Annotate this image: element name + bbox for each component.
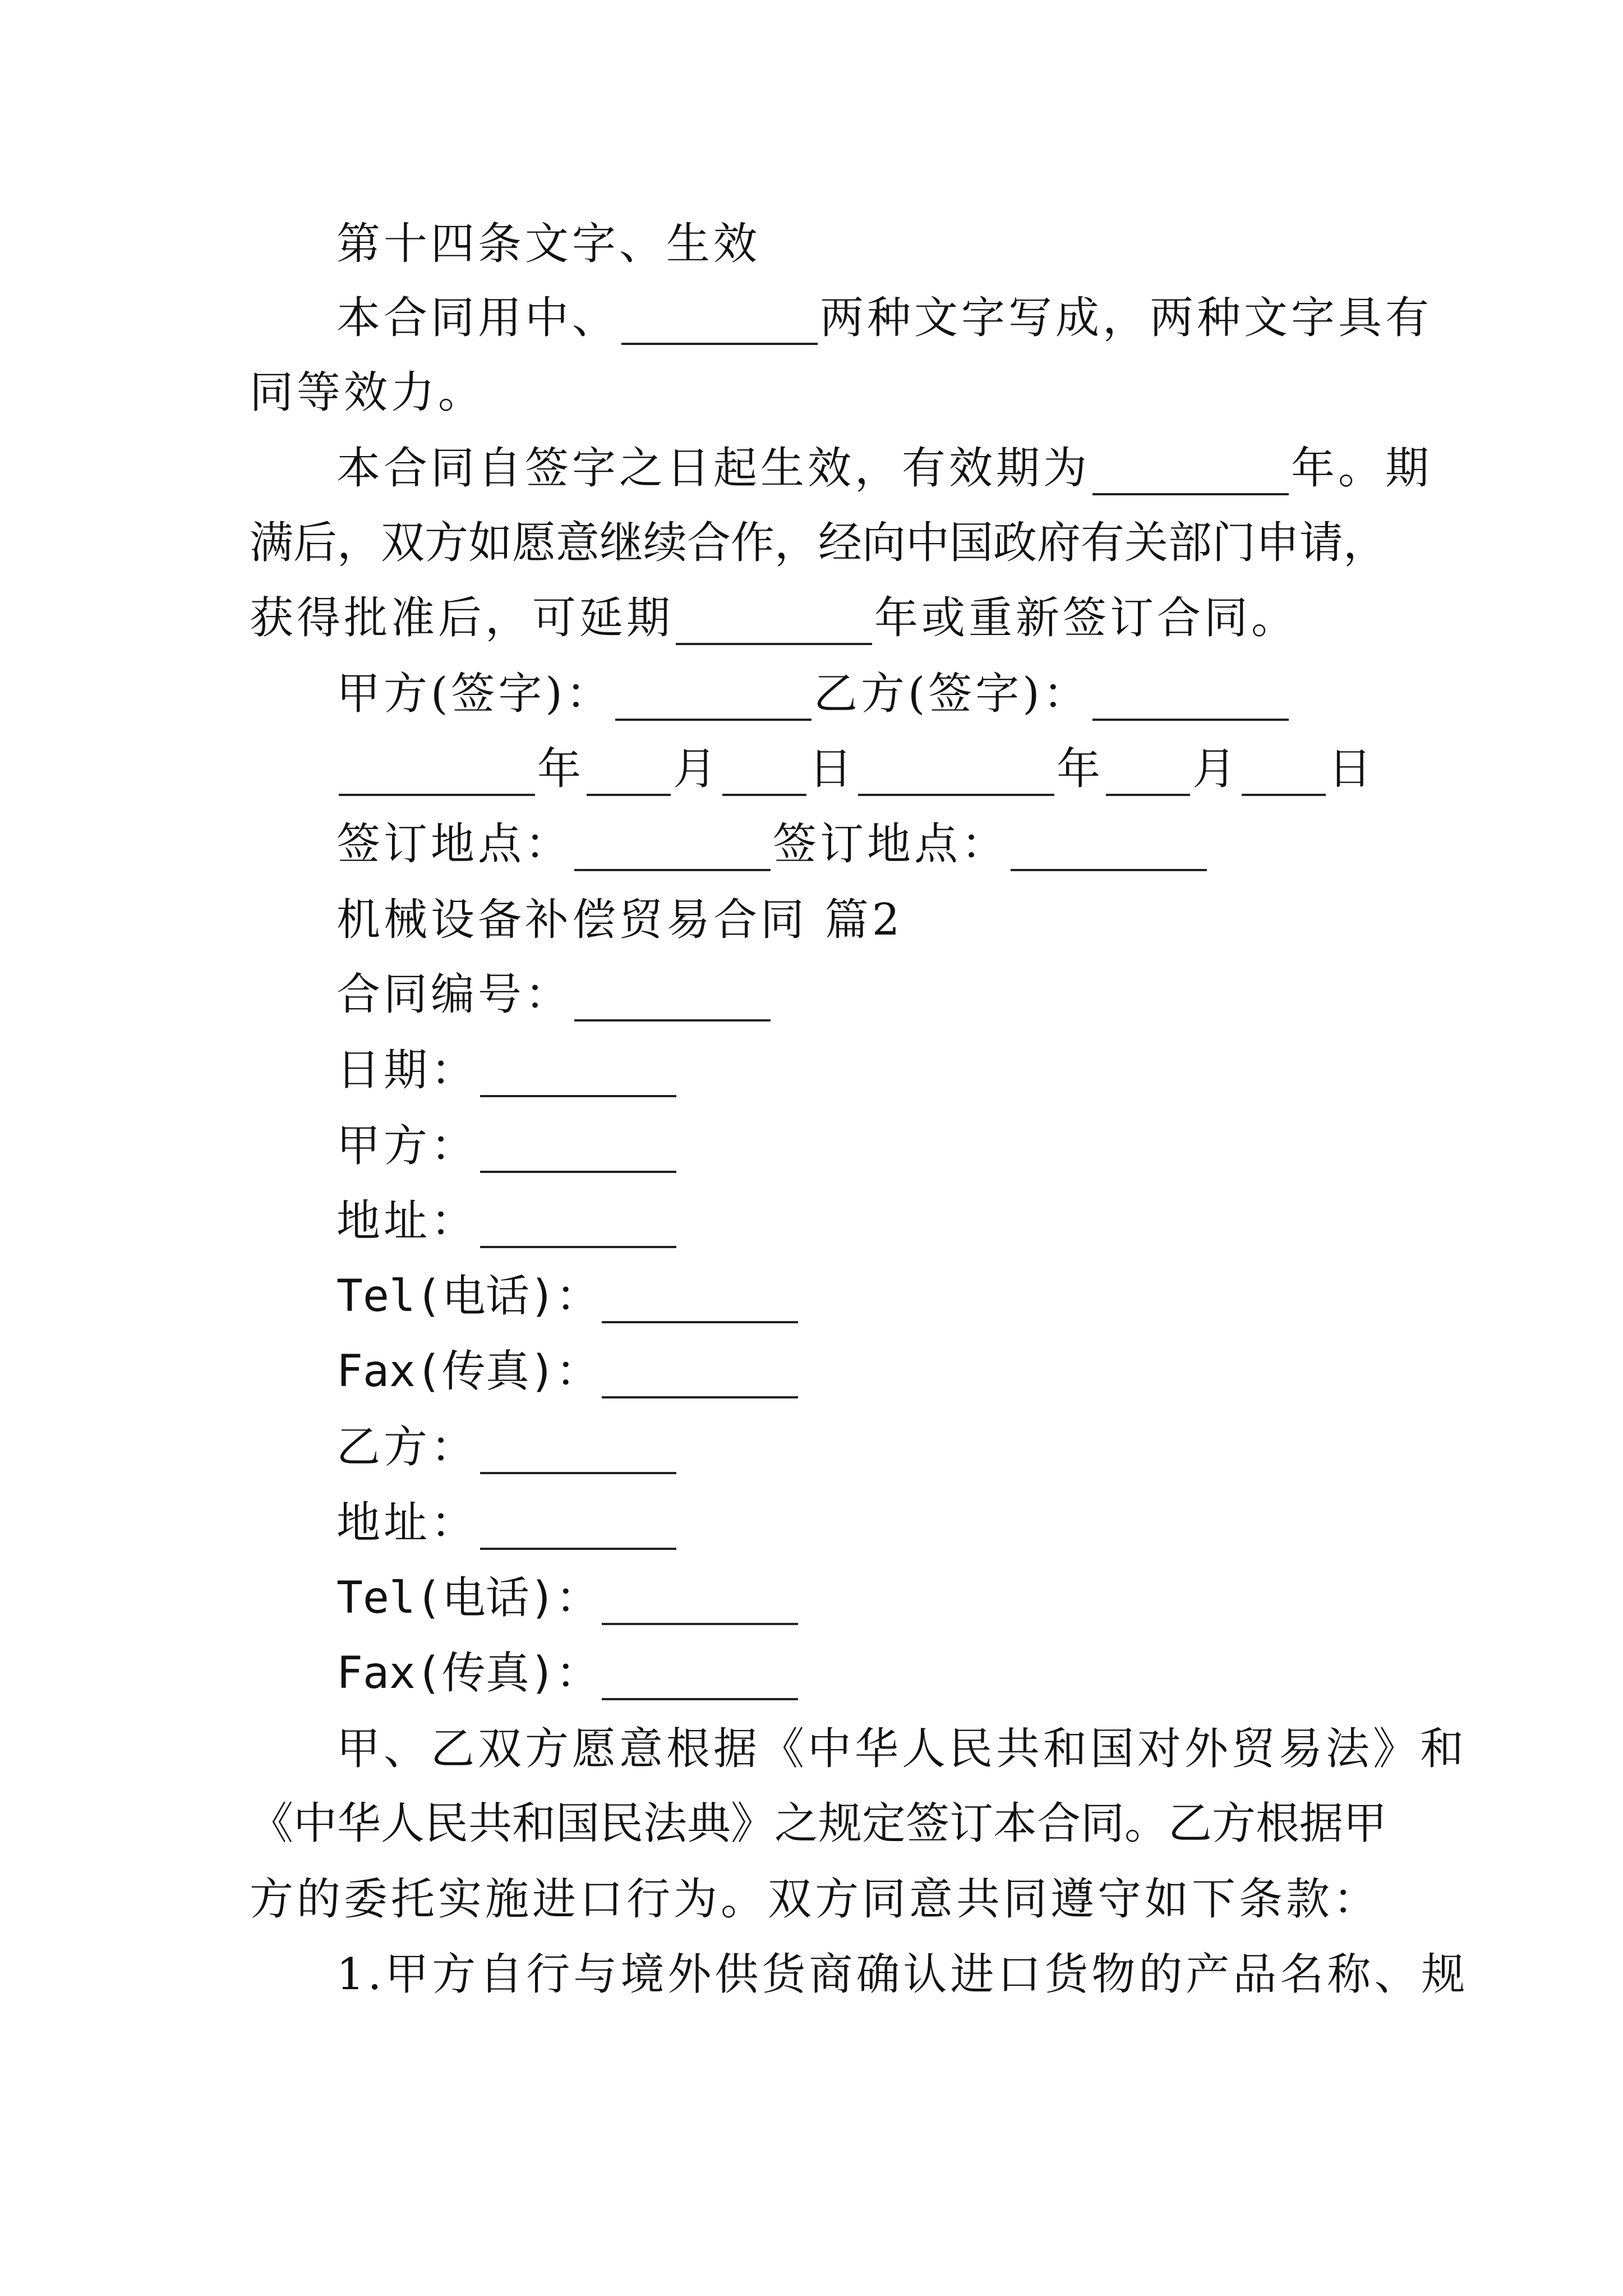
party-a-tel-field: Tel(电话)： bbox=[336, 1266, 800, 1327]
year-blank bbox=[339, 794, 535, 796]
paragraph-validity-line1: 本合同自签字之日起生效，有效期为 年。期 bbox=[336, 438, 1432, 499]
field-blank bbox=[480, 1095, 676, 1097]
place-blank bbox=[1011, 869, 1207, 871]
party-b-address-field: 地址： bbox=[336, 1492, 679, 1554]
party-a-address-field: 地址： bbox=[336, 1190, 679, 1252]
intro-paragraph-line1: 甲、乙双方愿意根据《中华人民共和国对外贸易法》和 bbox=[336, 1724, 1468, 1774]
month-blank bbox=[587, 794, 671, 796]
section-heading: 第十四条文字、生效 bbox=[336, 219, 761, 269]
party-b-fax-field: Fax(传真)： bbox=[336, 1642, 800, 1704]
date-field: 日期： bbox=[336, 1039, 679, 1101]
party-b-signature-blank bbox=[1092, 719, 1289, 721]
paragraph-validity-line2: 满后，双方如愿意继续合作，经向中国政府有关部门申请， bbox=[250, 518, 1387, 568]
clause-1: 1.甲方自行与境外供货商确认进口货物的产品名称、规 bbox=[336, 1949, 1469, 2000]
party-b-field: 乙方： bbox=[336, 1416, 679, 1478]
field-blank bbox=[602, 1321, 798, 1323]
paragraph-language-line2: 同等效力。 bbox=[250, 367, 486, 418]
month-blank bbox=[1106, 794, 1190, 796]
intro-paragraph-line3: 方的委托实施进口行为。双方同意共同遵守如下条款： bbox=[250, 1874, 1381, 1925]
paragraph-language-line1: 本合同用中、 两种文字写成，两种文字具有 bbox=[336, 287, 1432, 349]
intro-paragraph-line2: 《中华人民共和国民法典》之规定签订本合同。乙方根据甲 bbox=[250, 1798, 1387, 1849]
field-blank bbox=[602, 1698, 798, 1700]
field-blank bbox=[480, 1548, 676, 1550]
signature-line: 甲方(签字)： 乙方(签字)： bbox=[336, 663, 1291, 725]
contract-title: 机械设备补偿贸易合同 篇2 bbox=[336, 895, 903, 945]
paragraph-validity-line3: 获得批准后，可延期 年或重新签订合同。 bbox=[250, 587, 1298, 649]
language-blank bbox=[621, 343, 818, 345]
field-blank bbox=[480, 1246, 676, 1248]
field-blank bbox=[602, 1396, 798, 1398]
day-blank bbox=[1242, 794, 1326, 796]
day-blank bbox=[722, 794, 806, 796]
extension-years-blank bbox=[676, 643, 872, 645]
party-a-signature-blank bbox=[615, 719, 811, 721]
field-blank bbox=[480, 1171, 676, 1173]
party-b-tel-field: Tel(电话)： bbox=[336, 1567, 800, 1629]
field-blank bbox=[602, 1623, 798, 1625]
field-blank bbox=[574, 1019, 771, 1022]
validity-years-blank bbox=[1092, 493, 1289, 495]
party-a-fax-field: Fax(传真)： bbox=[336, 1341, 800, 1402]
field-blank bbox=[480, 1472, 676, 1474]
signing-place-line: 签订地点： 签订地点： bbox=[336, 813, 1209, 875]
year-blank bbox=[858, 794, 1054, 796]
contract-number-field: 合同编号： bbox=[336, 964, 773, 1025]
party-a-field: 甲方： bbox=[336, 1115, 679, 1177]
place-blank bbox=[574, 869, 771, 871]
signing-date-line: 年 月 日 年 月 日 bbox=[336, 738, 1375, 800]
